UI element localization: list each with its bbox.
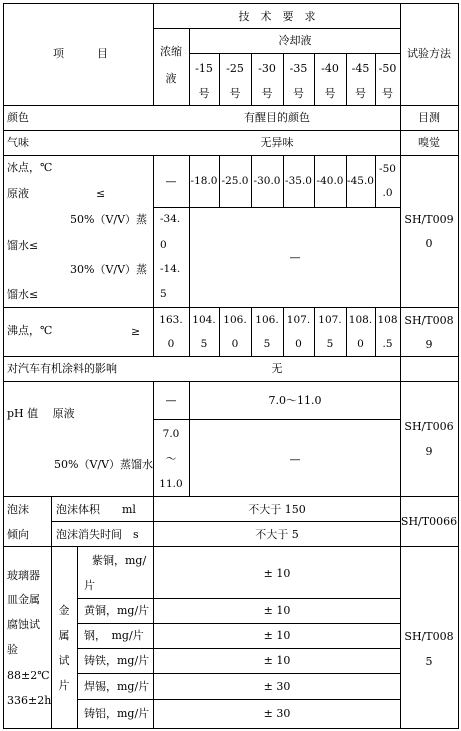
corrosion-value: ± 10 [263,604,291,617]
odor-method: 嗅觉 [418,136,440,149]
boiling-value: 5 [326,338,334,350]
freezing-value: -30.0 [253,175,281,187]
boiling-value: .5 [382,338,393,350]
grade: 号 [293,87,304,100]
boiling-value: 163. [159,314,183,326]
freezing-dil50-label: 50%（V/V）蒸 [70,213,148,226]
header-tech-req: 技 术 要 求 [238,10,316,23]
boiling-value: 0 [167,338,175,350]
freezing-label: 冰点，℃ [7,161,53,174]
ph-conc-value: 11.0 [159,478,183,490]
boiling-value: 5 [263,338,271,350]
grade: -50 [378,62,397,75]
foam-method: SH/T0066 [400,515,458,528]
corrosion-label: 验 [7,643,18,656]
grade: 号 [324,87,336,100]
hline [3,105,459,106]
corrosion-sub-label: 片 [58,679,70,692]
corrosion-sub-label: 试 [58,654,70,667]
hline [3,356,459,357]
header-item: 项 目 [53,47,108,60]
corrosion-value: ± 10 [263,654,291,667]
corrosion-value: ± 30 [263,680,291,693]
freezing-dash: — [289,251,301,264]
grade: 号 [355,87,366,100]
boiling-value: 106. [223,314,247,326]
ph-conc-value: ～ [165,453,177,465]
ph-range: 7.0～11.0 [268,394,322,407]
corrosion-sub-label: 属 [58,629,70,642]
header-concentrate: 浓缩 [160,45,182,58]
freezing-conc-dash: — [165,175,177,188]
freezing-value: -18.0 [190,175,218,187]
vline [458,3,459,729]
ph-label: pH 值 原液 [7,407,75,420]
ph-method: SH/T006 [404,420,454,433]
corrosion-metal-name: 铸铁，mg/片 [84,654,150,667]
freezing-dil30-label: 30%（V/V）蒸 [70,263,148,276]
corrosion-metal-name: 铸铝，mg/片 [84,707,150,720]
freezing-value: -50 [379,163,396,175]
hline [3,155,459,156]
odor-label: 气味 [7,136,29,149]
boiling-ge: ≥ [131,325,141,338]
hline [3,381,459,382]
corrosion-value: ± 10 [263,629,291,642]
grade: -40 [321,62,339,75]
grade: -30 [258,62,276,75]
corrosion-metal-name: 黄铜，mg/片 [84,604,150,617]
grade: -35 [289,62,308,75]
freezing-le: ≤ [96,187,106,200]
odor-value: 无异味 [260,136,294,149]
boiling-value: 0 [357,338,364,350]
color-label: 颜色 [7,111,29,124]
freezing-value: -40.0 [316,175,344,187]
hline [51,521,401,522]
boiling-value: 107. [318,314,342,326]
boiling-method: SH/T008 [404,314,454,327]
ph-conc-value: 7.0 [162,428,180,440]
corrosion-label: 玻璃器 [7,569,40,582]
corrosion-value: ± 10 [263,567,291,580]
boiling-method: 9 [425,338,433,351]
freezing-conc-value: 0 [160,239,167,251]
header-coolant: 冷却液 [278,34,312,47]
hline [153,28,401,29]
ph-dil-label: 50%（V/V）蒸馏水 [54,458,154,471]
corrosion-metal-name: 紫铜，mg/ [92,554,147,567]
hline [153,207,401,208]
corrosion-method: 5 [425,655,433,668]
hline [77,648,401,649]
hline [77,623,401,624]
freezing-dil50-label: 馏水≤ [7,239,39,252]
ph-dash: — [165,394,177,407]
hline [153,419,401,420]
corrosion-label: 88±2℃ [7,669,50,682]
freezing-method: 0 [425,237,433,250]
corrosion-metal-name: 钢， mg/片 [84,629,144,642]
hline [3,130,459,131]
paint-value: 无 [271,362,283,375]
corrosion-sub-label: 金 [58,604,70,617]
grade: -25 [226,62,244,75]
grade: 号 [198,87,210,100]
freezing-conc-value: -14. [160,263,181,275]
corrosion-value: ± 30 [263,707,291,720]
corrosion-label: 腐蚀试 [7,618,40,631]
freezing-value: -45.0 [347,175,374,187]
corrosion-label: 皿金属 [7,593,40,606]
grade: 号 [229,87,241,100]
boiling-value: 107. [286,314,311,326]
hline [3,728,459,729]
corrosion-label: 336±2h [7,694,52,707]
freezing-value: .0 [382,187,393,199]
grade: -15 [195,62,213,75]
hline [3,496,459,497]
freezing-dil30-label: 馏水≤ [7,288,39,301]
boiling-value: 104. [192,314,216,326]
freezing-conc-value: 5 [160,288,167,300]
boiling-value: 0 [231,338,239,350]
foam-time-label: 泡沫消失时间 s [56,528,139,541]
hline [3,3,459,4]
header-concentrate: 液 [165,72,177,85]
corrosion-method: SH/T008 [404,630,454,643]
freezing-conc-value: -34. [160,213,181,225]
boiling-label: 沸点，℃ [7,324,53,337]
boiling-value: 0 [295,338,302,350]
corrosion-metal-name: 焊锡，mg/片 [84,680,150,693]
boiling-value: 108 [377,314,398,326]
hline [77,598,401,599]
foam-label: 倾向 [7,528,29,541]
hline [77,699,401,700]
foam-time-value: 不大于 5 [255,528,299,541]
grade: 号 [382,87,393,100]
boiling-value: 106. [255,314,279,326]
vline [153,130,154,131]
hline [3,546,459,547]
ph-dash: — [289,453,301,466]
color-value: 有醒目的颜色 [244,111,310,124]
vline [77,546,78,729]
grade: -45 [351,62,370,75]
freezing-stock-label: 原液 [7,187,29,200]
vline [51,496,52,547]
foam-volume-value: 不大于 150 [248,503,306,516]
foam-volume-label: 泡沫体积 ml [56,503,136,516]
freezing-value: -25.0 [221,175,249,187]
freezing-method: SH/T009 [404,213,454,226]
hline [189,53,401,54]
paint-label: 对汽车有机涂料的影响 [7,362,117,375]
color-method: 目测 [418,111,440,124]
boiling-value: 5 [200,338,208,350]
boiling-value: 108. [348,314,373,326]
freezing-value: -35.0 [285,175,312,187]
foam-label: 泡沫 [7,503,29,516]
grade: 号 [261,87,273,100]
hline [77,673,401,674]
hline [3,307,459,308]
ph-method: 9 [425,445,433,458]
vline [3,3,4,729]
corrosion-metal-name: 片 [84,579,95,592]
header-method: 试验方法 [407,47,451,60]
